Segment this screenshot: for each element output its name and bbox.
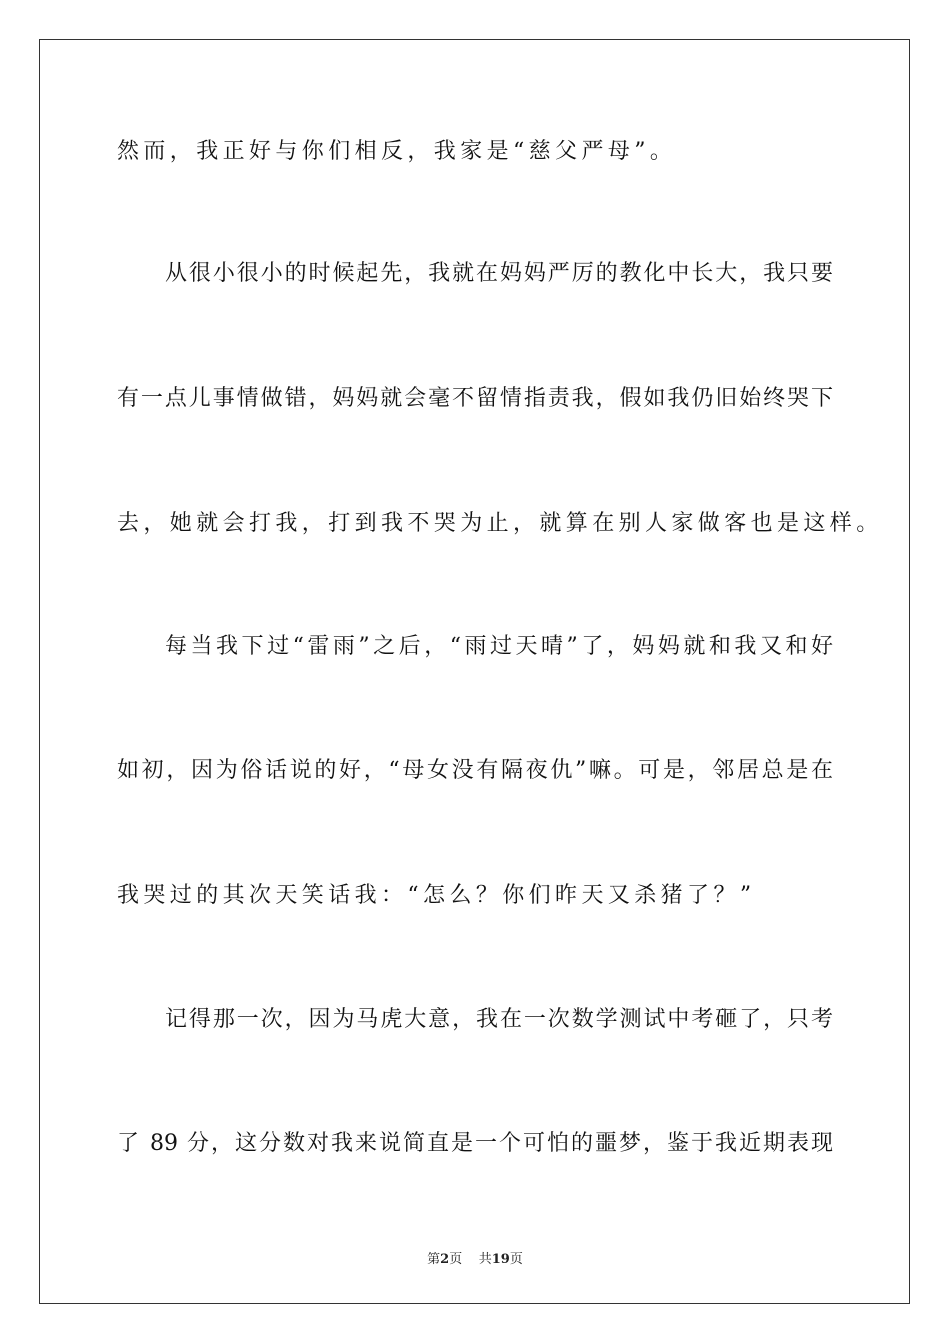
footer-total-pages: 19 — [491, 1252, 510, 1267]
footer-total-suffix: 页 — [509, 1252, 523, 1267]
footer-page-prefix: 第 — [427, 1252, 441, 1267]
page-footer — [0, 1248, 950, 1267]
text-line-3: 有一点儿事情做错，妈妈就会毫不留情指责我，假如我仍旧始终哭下 — [117, 386, 833, 411]
text-line-9: 了 89 分，这分数对我来说简直是一个可怕的噩梦，鉴于我近期表现 — [117, 1131, 833, 1156]
text-line-6: 如初，因为俗话说的好，“母女没有隔夜仇”嘛。可是，邻居总是在 — [117, 758, 833, 783]
text-line-2: 从很小很小的时候起先，我就在妈妈严厉的教化中长大，我只要 — [165, 261, 833, 286]
page-frame — [39, 39, 910, 1304]
footer-total-prefix: 共 — [478, 1252, 492, 1267]
text-line-1: 然而，我正好与你们相反，我家是“慈父严母”。 — [117, 139, 677, 164]
text-line-4: 去，她就会打我，打到我不哭为止，就算在别人家做客也是这样。 — [117, 511, 883, 536]
text-line-5: 每当我下过“雷雨”之后，“雨过天晴”了，妈妈就和我又和好 — [165, 634, 833, 659]
footer-page-suffix: 页 — [449, 1252, 463, 1267]
text-line-8: 记得那一次，因为马虎大意，我在一次数学测试中考砸了，只考 — [165, 1007, 833, 1032]
footer-page-number: 2 — [440, 1252, 450, 1267]
text-line-7: 我哭过的其次天笑话我：“怎么？你们昨天又杀猪了？” — [117, 883, 756, 908]
